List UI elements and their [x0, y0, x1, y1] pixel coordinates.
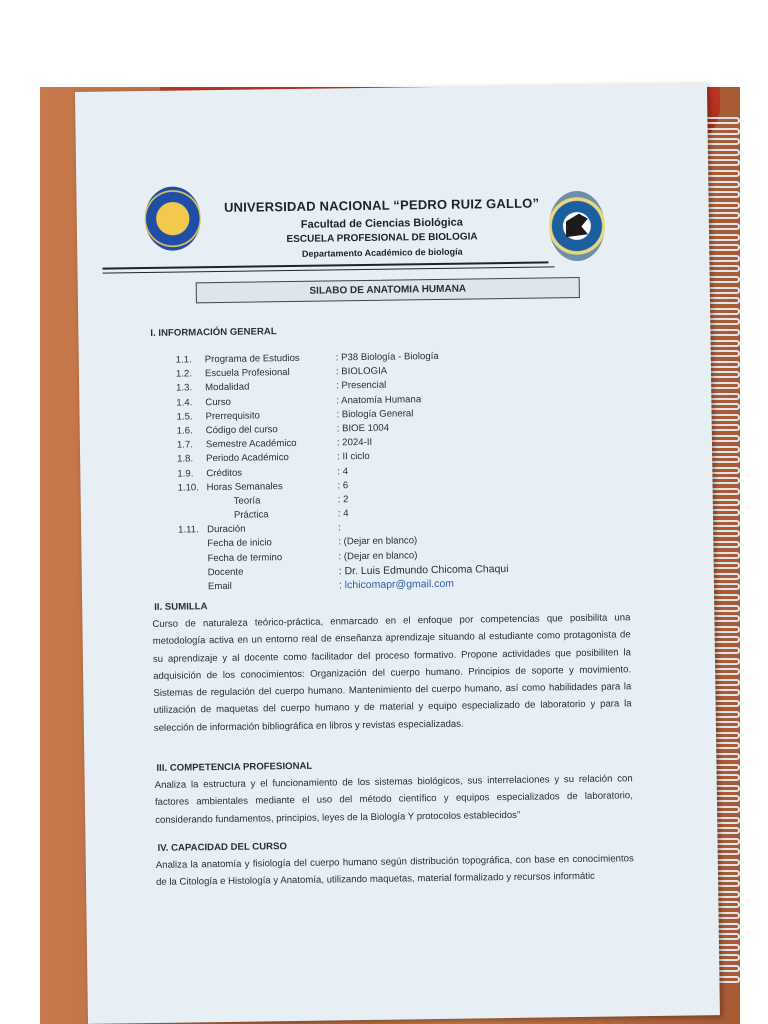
info-row-number: 1.4. — [176, 396, 193, 409]
info-row-label: Duración — [207, 523, 246, 536]
info-row-label: Fecha de inicio — [207, 537, 272, 550]
info-row-value: : Biología General — [336, 408, 414, 421]
info-row-number: 1.11. — [178, 524, 199, 536]
info-row-label: Código del curso — [205, 424, 278, 437]
info-row-value: : 2024-II — [336, 437, 373, 449]
header-divider — [102, 261, 548, 269]
binding-coil — [704, 234, 740, 241]
syllabus-page — [75, 83, 720, 1024]
info-row-value: : Presencial — [336, 380, 387, 392]
info-row-value: : — [338, 522, 341, 534]
school-emblem-icon — [548, 191, 605, 262]
capacidad-paragraph: Analiza la anatomía y fisiología del cuerpo humano según distribución topográfica, con base en conocimientos de la Citología e Histología y Anatomía, utilizando maquetas, material formalizado y recursos informátic — [155, 853, 634, 889]
department-name: Departamento Académico de biología — [301, 246, 463, 259]
info-row-number: 1.2. — [175, 368, 193, 380]
info-row-number: 1.10. — [177, 481, 199, 494]
info-row-value: : Anatomía Humana — [336, 393, 422, 406]
info-row-label: Teoría — [233, 495, 261, 507]
binding-coil — [704, 128, 740, 135]
binding-coil — [704, 159, 740, 166]
info-row-label: Prerrequisito — [205, 410, 261, 422]
info-row-label: Email — [207, 580, 232, 593]
info-row-value: : P38 Biología - Biología — [335, 350, 439, 364]
info-row-value: : (Dejar en blanco) — [338, 549, 418, 562]
info-row-value: : 4 — [337, 465, 349, 477]
binding-coil — [704, 212, 740, 219]
info-row-label: Curso — [205, 396, 232, 408]
email-link[interactable]: : lchicomapr@gmail.com — [338, 577, 455, 592]
school-name: ESCUELA PROFESIONAL DE BIOLOGIA — [286, 231, 478, 246]
info-row-value: : 4 — [337, 508, 349, 520]
general-info-list — [175, 350, 509, 595]
info-row-number: 1.3. — [176, 382, 193, 394]
section-general-info-heading: I. INFORMACIÓN GENERAL — [150, 326, 277, 339]
info-row-value: : Dr. Luis Edmundo Chicoma Chaqui — [338, 562, 509, 578]
document-content — [75, 83, 720, 1024]
info-row-value: : BIOE 1004 — [336, 422, 390, 435]
binding-coil — [704, 149, 740, 156]
info-row-label: Práctica — [233, 509, 269, 521]
faculty-name: Facultad de Ciencias Biológica — [300, 216, 463, 231]
info-row-value: : (Dejar en blanco) — [338, 535, 418, 548]
section-competencia-heading: III. COMPETENCIA PROFESIONAL — [156, 760, 313, 774]
binding-coil — [704, 191, 740, 198]
info-row-label: Docente — [207, 566, 244, 579]
university-name: UNIVERSIDAD NACIONAL “PEDRO RUIZ GALLO” — [223, 195, 540, 215]
info-row-value: : II ciclo — [337, 451, 370, 463]
binding-coil — [704, 223, 740, 230]
sumilla-paragraph: Curso de naturaleza teórico-práctica, enmarcado en el enfoque por competencias que posibilita una metodología activa en un entorno real de enseñanza aprendizaje situando al estudiante como protagonista de su aprendizaje y al docente como facilitador del proceso formativo. Propone actividades que posibiliten la adquisición de los conocimientos: Organización del cuerpo humano. Principios de soporte y movimiento. Sistemas de regulación del cuerpo humano. Mantenimiento del cuerpo humano, así como habilidades para la utilización de maquetas del cuerpo humano y de material y equipo especializado de laboratorio y para la selección de información bibliográfica en libros y revistas especializadas. — [152, 612, 632, 734]
info-row-label: Programa de Estudios — [204, 352, 300, 366]
section-sumilla-heading: II. SUMILLA — [154, 601, 208, 613]
info-row-number: 1.1. — [175, 354, 192, 366]
binding-coil — [704, 181, 740, 188]
info-row-number: 1.6. — [176, 425, 193, 437]
info-row-number: 1.8. — [177, 453, 194, 465]
info-row-number: 1.9. — [177, 467, 194, 480]
binding-coil — [704, 117, 740, 124]
document-title: SILABO DE ANATOMIA HUMANA — [196, 277, 580, 303]
info-row-number: 1.7. — [176, 439, 194, 451]
binding-coil — [704, 244, 740, 251]
competencia-paragraph: Analiza la estructura y el funcionamiento de los sistemas biológicos, sus interrelaciones y su relación con factores ambientales mediante el uso del método científico y equipos especializados de laboratorio, considerando fundamentos, principios, leyes de la Biología Y protocolos establecidos” — [154, 773, 633, 826]
info-row-label: Modalidad — [205, 381, 250, 394]
binding-coil — [704, 138, 740, 145]
info-row-label: Escuela Profesional — [204, 367, 290, 380]
university-seal-icon — [144, 186, 201, 251]
info-row-label: Créditos — [206, 467, 243, 479]
info-row-value: : 6 — [337, 479, 349, 492]
info-row-label: Semestre Académico — [205, 438, 297, 451]
info-row-value: : 2 — [337, 494, 349, 506]
section-capacidad-heading: IV. CAPACIDAD DEL CURSO — [157, 841, 287, 854]
info-row-label: Periodo Académico — [206, 452, 289, 465]
binding-coil — [704, 202, 740, 209]
binding-coil — [704, 170, 740, 177]
info-row-number: 1.5. — [176, 411, 193, 423]
info-row-label: Fecha de termino — [207, 551, 283, 564]
info-row-label: Horas Semanales — [206, 480, 283, 493]
emblem-bird-icon — [566, 211, 588, 237]
info-row-value: : BIOLOGIA — [335, 365, 388, 378]
